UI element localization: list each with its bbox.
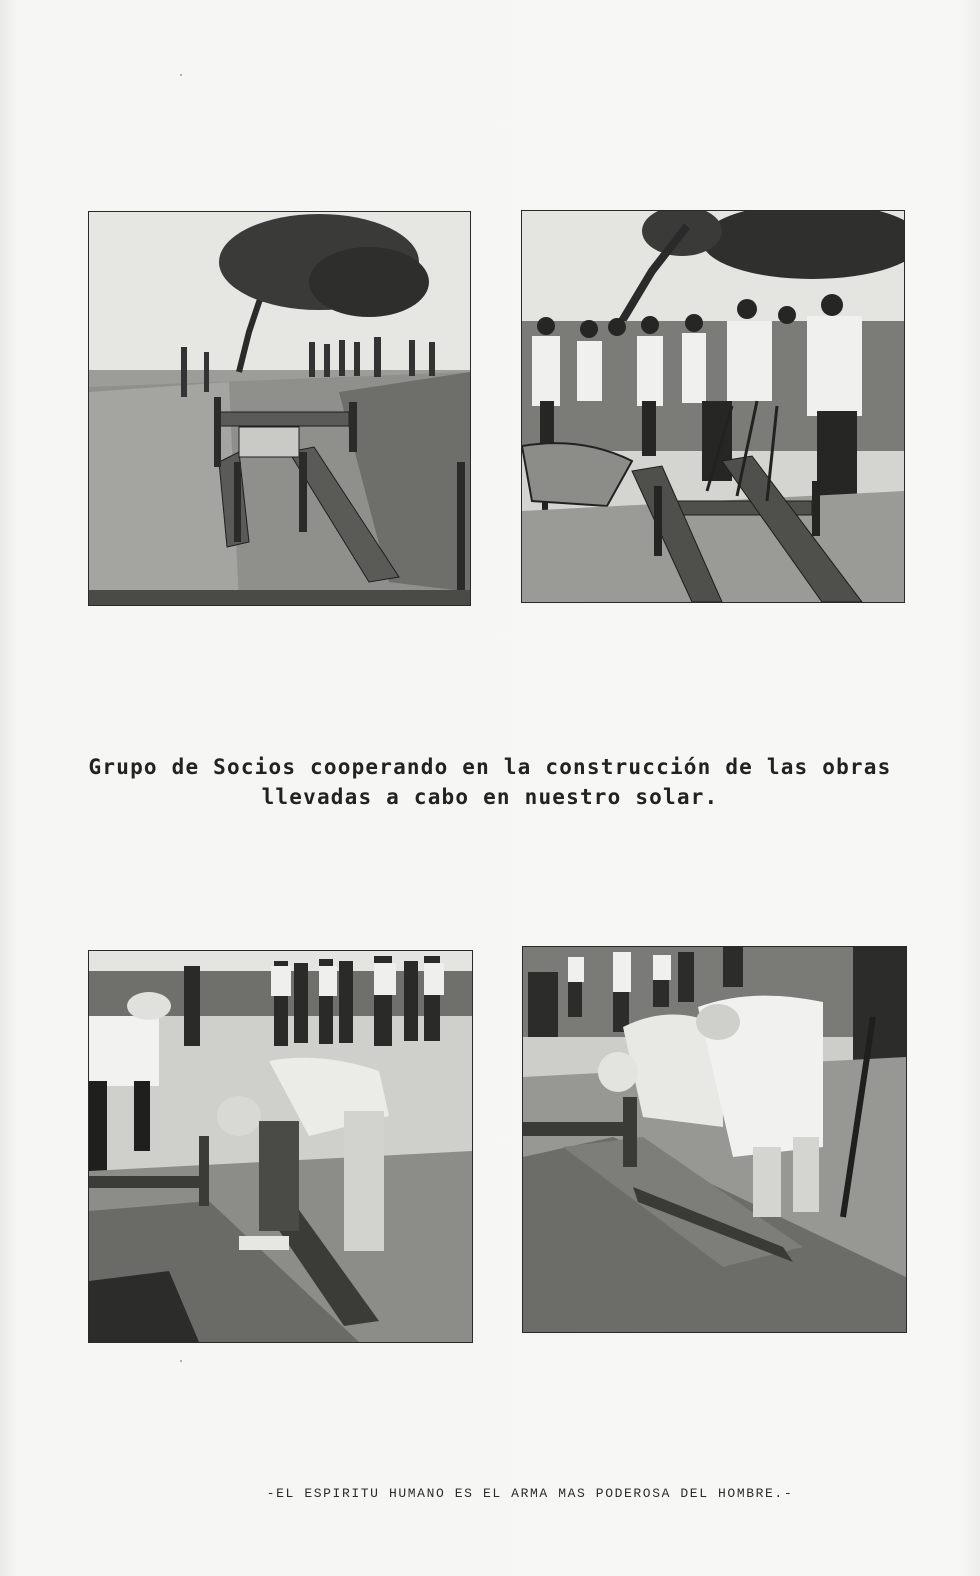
photo-man-troweling-concrete — [88, 950, 473, 1343]
photo-construction-site — [88, 211, 471, 606]
paper-speck — [180, 74, 182, 76]
photo-men-working-on-slab — [522, 946, 907, 1333]
photo-group-with-shovels — [521, 210, 905, 603]
footer-motto: -EL ESPIRITU HUMANO ES EL ARMA MAS PODEROSA DEL HOMBRE.- — [266, 1486, 794, 1501]
caption-line-2: llevadas a cabo en nuestro solar. — [261, 785, 719, 809]
caption-line-1: Grupo de Socios cooperando en la construcción de las obras — [88, 755, 892, 779]
paper-speck — [180, 1360, 182, 1362]
